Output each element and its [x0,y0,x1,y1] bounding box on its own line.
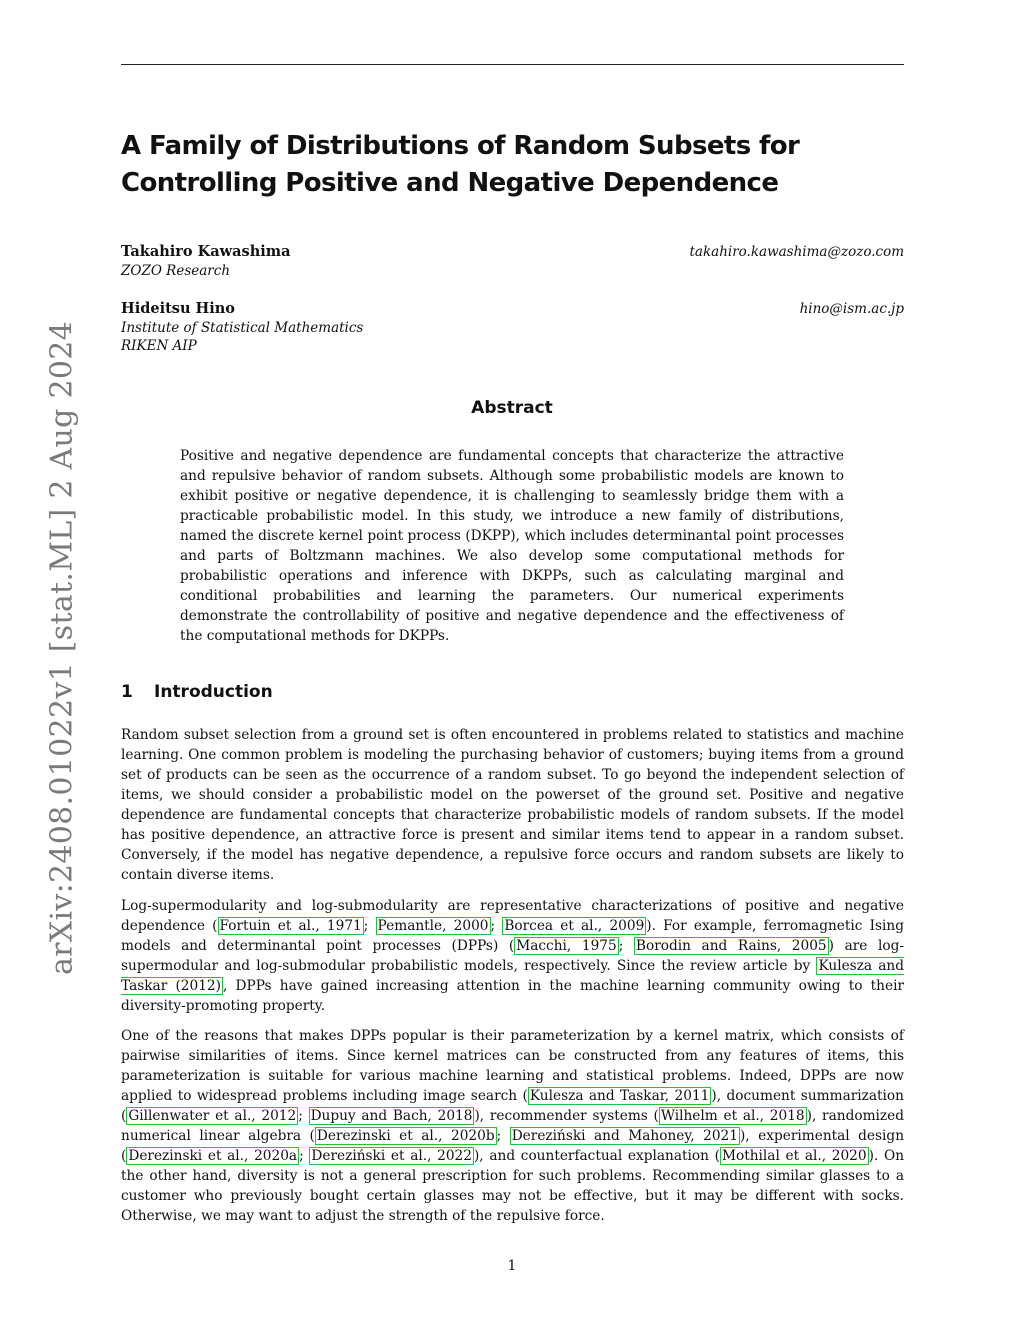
top-rule [121,64,904,65]
citation-link[interactable]: Kulesza and Taskar (2012) [121,958,905,994]
citation-link[interactable]: Gillenwater et al., 2012 [128,1108,297,1124]
citation-link[interactable]: Derezinski et al., 2020b [316,1128,495,1144]
citation-link[interactable]: Kulesza and Taskar, 2011 [529,1088,710,1104]
paragraph-3 [121,1026,904,1226]
arxiv-identifier: arXiv:2408.01022v1 [stat.ML] 2 Aug 2024 [44,320,80,976]
text-run: ; [490,918,503,934]
text-run: ), and counterfactual explanation ( [473,1148,720,1164]
citation-link[interactable]: Fortuin et al., 1971 [219,918,362,934]
citation-link[interactable]: Pemantle, 2000 [377,918,489,934]
author-affiliation: Institute of Statistical Mathematics [121,320,364,336]
text-run: ), randomized numerical linear algebra ( [121,1108,904,1144]
author-block-2 [121,299,904,355]
citation-link[interactable]: Mothilal et al., 2020 [721,1148,867,1164]
author-block-1 [121,242,904,280]
author-email[interactable]: hino@ism.ac.jp [799,301,904,317]
abstract-text: Positive and negative dependence are fundamental concepts that characterize the attractive and repulsive behavior of random subsets. Although some probabilistic models are known to exhibit positive or negative dependence, it is challenging to seamlessly bridge them with a practicable probabilistic model. In this study, we introduce a new family of distributions, named the discrete kernel point process (DKPP), which includes determinantal point processes and parts of Boltzmann machines. We also develop some computational methods for probabilistic operations and inference with DKPPs, such as calculating marginal and conditional probabilities and learning the parameters. Our numerical experiments demonstrate the controllability of positive and negative dependence and the effectiveness of the computational methods for DKPPs. [180,448,844,644]
text-run: , DPPs have gained increasing attention in the machine learning community owing to their diversity-promoting property. [121,978,904,1014]
text-run: ), document summarization ( [121,1088,904,1124]
text-run: ). On the other hand, diversity is not a general prescription for such problems. Recommending similar glasses to a customer who previously bought certain glasses may not be effective, but it may be different with socks. Otherwise, we may want to adjust the strength of the repulsive force. [121,1148,905,1224]
citation-link[interactable]: Dereziński et al., 2022 [311,1148,472,1164]
author-affiliation: ZOZO Research [121,263,231,279]
paragraph-2 [121,896,904,1016]
author-name: Hideitsu Hino [121,300,235,317]
text-run: One of the reasons that makes DPPs popular is their parameterization by a kernel matrix, which consists of pairwise similarities of items. Since kernel matrices can be constructed from any features of items, this parameterization is suitable for various machine learning and statistical problems. Indeed, DPPs are now applied to widespread problems including image search ( [121,1028,904,1104]
citation-link[interactable]: Borcea et al., 2009 [504,918,645,934]
abstract-heading: Abstract [471,398,553,418]
section-number: 1 [121,682,133,702]
citation-link[interactable]: Dereziński and Mahoney, 2021 [511,1128,738,1144]
section-title: Introduction [154,682,273,702]
text-run: ), recommender systems ( [474,1108,659,1124]
citation-link[interactable]: Borodin and Rains, 2005 [635,938,827,954]
author-email[interactable]: takahiro.kawashima@zozo.com [689,244,904,260]
section-heading [121,682,273,702]
text-run: ), experimental design ( [121,1128,905,1164]
text-run: ; [618,938,634,954]
citation-link[interactable]: Macchi, 1975 [516,938,617,954]
text-run: ; [299,1148,310,1164]
paragraph-1: Random subset selection from a ground set is often encountered in problems related to statistics and machine learning. One common problem is modeling the purchasing behavior of customers; buying items from a ground set of products can be seen as the occurrence of a random subset. To go beyond the independent selection of items, we should consider a probabilistic model on the powerset of the ground set. Positive and negative dependence are fundamental concepts that characterize probabilistic models of random subsets. If the model has positive dependence, an attractive force is present and similar items tend to appear in a random subset. Conversely, if the model has negative dependence, a repulsive force occurs and random subsets are likely to contain diverse items. [121,727,904,883]
text-run: ) are log-supermodular and log-submodular probabilistic models, respectively. Since the review article by [121,938,904,974]
author-name: Takahiro Kawashima [121,243,291,260]
citation-link[interactable]: Wilhelm et al., 2018 [660,1108,805,1124]
citation-link[interactable]: Derezinski et al., 2020a [128,1148,298,1164]
text-run: ; [496,1128,510,1144]
citation-link[interactable]: Dupuy and Bach, 2018 [310,1108,473,1124]
page-number: 1 [507,1258,517,1274]
text-run: ; [298,1108,309,1124]
text-run: ; [363,918,376,934]
text-run: ). For example, ferromagnetic Ising models and determinantal point processes (DPPs) ( [121,918,904,954]
text-run: Log-supermodularity and log-submodularity are representative characterizations of positive and negative dependence ( [121,898,904,934]
paper-title: A Family of Distributions of Random Subsets for Controlling Positive and Negative Dependence [121,131,800,198]
author-affiliation-2: RIKEN AIP [121,338,197,354]
